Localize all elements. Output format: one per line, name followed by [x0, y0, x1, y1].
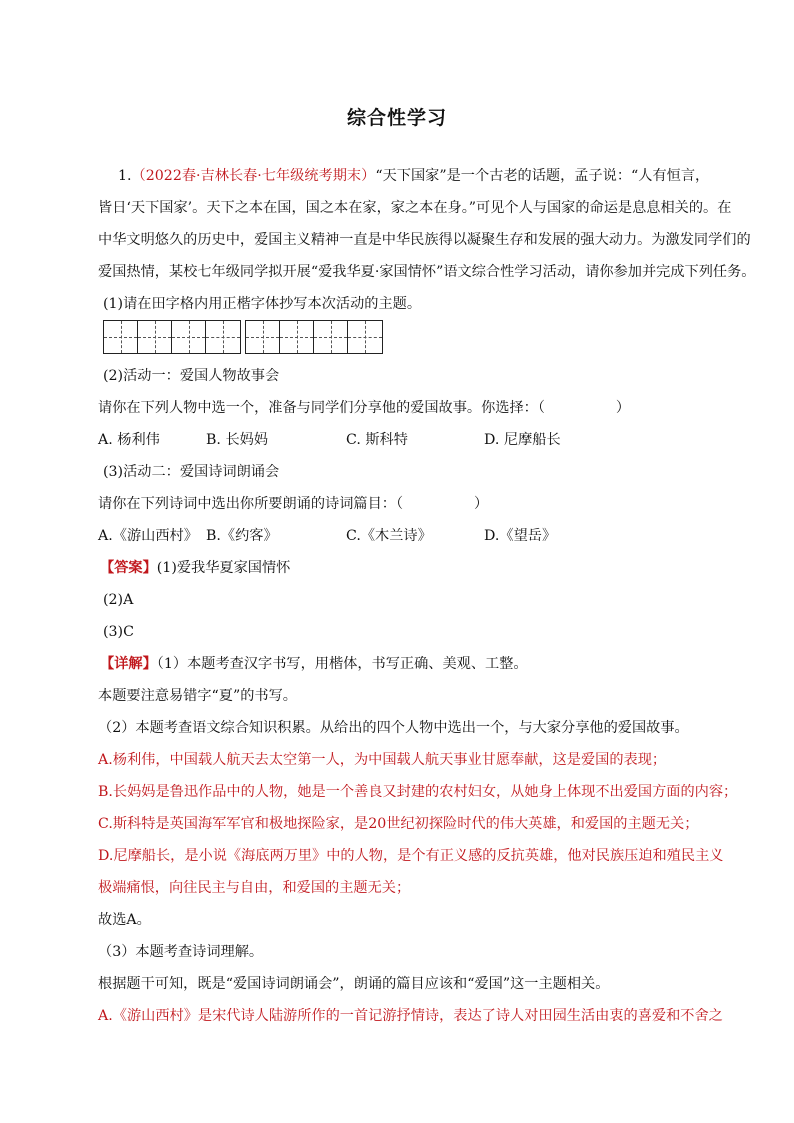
option-d: D. 尼摩船长 [484, 432, 561, 448]
option-c: C. 斯科特 [346, 432, 408, 448]
tianzige-cell [104, 321, 138, 353]
sub-question-3: (3)活动二：爱国诗词朗诵会 [103, 464, 280, 480]
detail-tag: 【详解】 [100, 656, 157, 672]
answer-1: (1)爱我华夏家国情怀 [156, 560, 291, 576]
tianzige-cell [138, 321, 172, 353]
option-d: D.《望岳》 [484, 528, 557, 544]
question-text-1: “天下国家”是一个古老的话题，孟子说：“人有恒言， [375, 168, 710, 184]
option-a: A.《游山西村》 [98, 528, 198, 544]
detail-3b: A.《游山西村》是宋代诗人陆游所作的一首记游抒情诗，表达了诗人对田园生活由衷的喜爱和不舍之 [98, 1008, 723, 1024]
answer-2: (2)A [103, 592, 134, 608]
question-line-1 [118, 166, 758, 186]
tianzige-group-1 [103, 320, 241, 354]
option-c: C.《木兰诗》 [346, 528, 432, 544]
answer-3: (3)C [103, 624, 134, 640]
question-line-4: 爱国热情，某校七年级同学拟开展“爱我华夏·家国情怀”语文综合性学习活动，请你参加并完成下列任务。 [98, 264, 756, 280]
question-source: （2022春·吉林长春·七年级统考期末） [131, 168, 376, 184]
tianzige-cell [280, 321, 314, 353]
sub-question-2-options [98, 430, 738, 450]
sub-question-3-prompt: 请你在下列诗词中选出你所要朗诵的诗词篇目：（ ） [98, 496, 489, 512]
sub-question-3-options [98, 526, 738, 546]
option-b: B. 长妈妈 [206, 432, 269, 448]
tianzige-cell [314, 321, 348, 353]
detail-2b: B.长妈妈是鲁迅作品中的人物，她是一个善良又封建的农村妇女，从她身上体现不出爱国方面的内容； [98, 784, 738, 800]
detail-1: （1）本题考查汉字书写，用楷体，书写正确、美观、工整。 [156, 656, 528, 672]
question-line-2: 皆日‘天下国家’。天下之本在国，国之本在家，家之本在身。”可见个人与国家的命运是息息相关的。在 [98, 200, 732, 216]
sub-question-2-prompt: 请你在下列人物中选一个，准备与同学们分享他的爱国故事。你选择：（ ） [98, 400, 631, 416]
question-line-3: 中华文明悠久的历史中，爱国主义精神一直是中华民族得以凝聚生存和发展的强大动力。为激发同学们的 [98, 232, 751, 248]
detail-2d-2: 极端痛恨，向往民主与自由，和爱国的主题无关； [98, 880, 411, 896]
tianzige-group-2 [245, 320, 383, 354]
sub-question-2: (2)活动一：爱国人物故事会 [103, 368, 280, 384]
detail-2: （2）本题考查语文综合知识积累。从给出的四个人物中选出一个，与大家分享他的爱国故事。 [98, 720, 689, 736]
tianzige-cell [348, 321, 382, 353]
detail-2c: C.斯科特是英国海军军官和极地探险家，是20世纪初探险时代的伟大英雄，和爱国的主题无关； [98, 816, 699, 832]
detail-3a: 根据题干可知，既是“爱国诗词朗诵会”，朗诵的篇目应该和“爱国”这一主题相关。 [98, 976, 610, 992]
detail-2e: 故选A。 [98, 912, 151, 928]
detail-3: （3）本题考查诗词理解。 [98, 944, 264, 960]
page-title: 综合性学习 [346, 107, 447, 129]
detail-2a: A.杨利伟，中国载人航天去太空第一人，为中国载人航天事业甘愿奉献，这是爱国的表现； [98, 752, 667, 768]
answer-line-1 [100, 558, 740, 578]
answer-tag: 【答案】 [100, 560, 157, 576]
detail-2d-1: D.尼摩船长，是小说《海底两万里》中的人物，是个有正义感的反抗英雄，他对民族压迫和殖民主义 [98, 848, 724, 864]
question-number: 1. [118, 168, 132, 184]
tianzige-cell [172, 321, 206, 353]
sub-question-1: (1)请在田字格内用正楷字体抄写本次活动的主题。 [103, 296, 422, 312]
option-a: A. 杨利伟 [98, 432, 160, 448]
tianzige-cell [246, 321, 280, 353]
detail-line-1 [100, 654, 740, 674]
detail-1b: 本题要注意易错字“夏”的书写。 [98, 688, 297, 704]
option-b: B.《约客》 [206, 528, 278, 544]
tianzige-cell [206, 321, 240, 353]
